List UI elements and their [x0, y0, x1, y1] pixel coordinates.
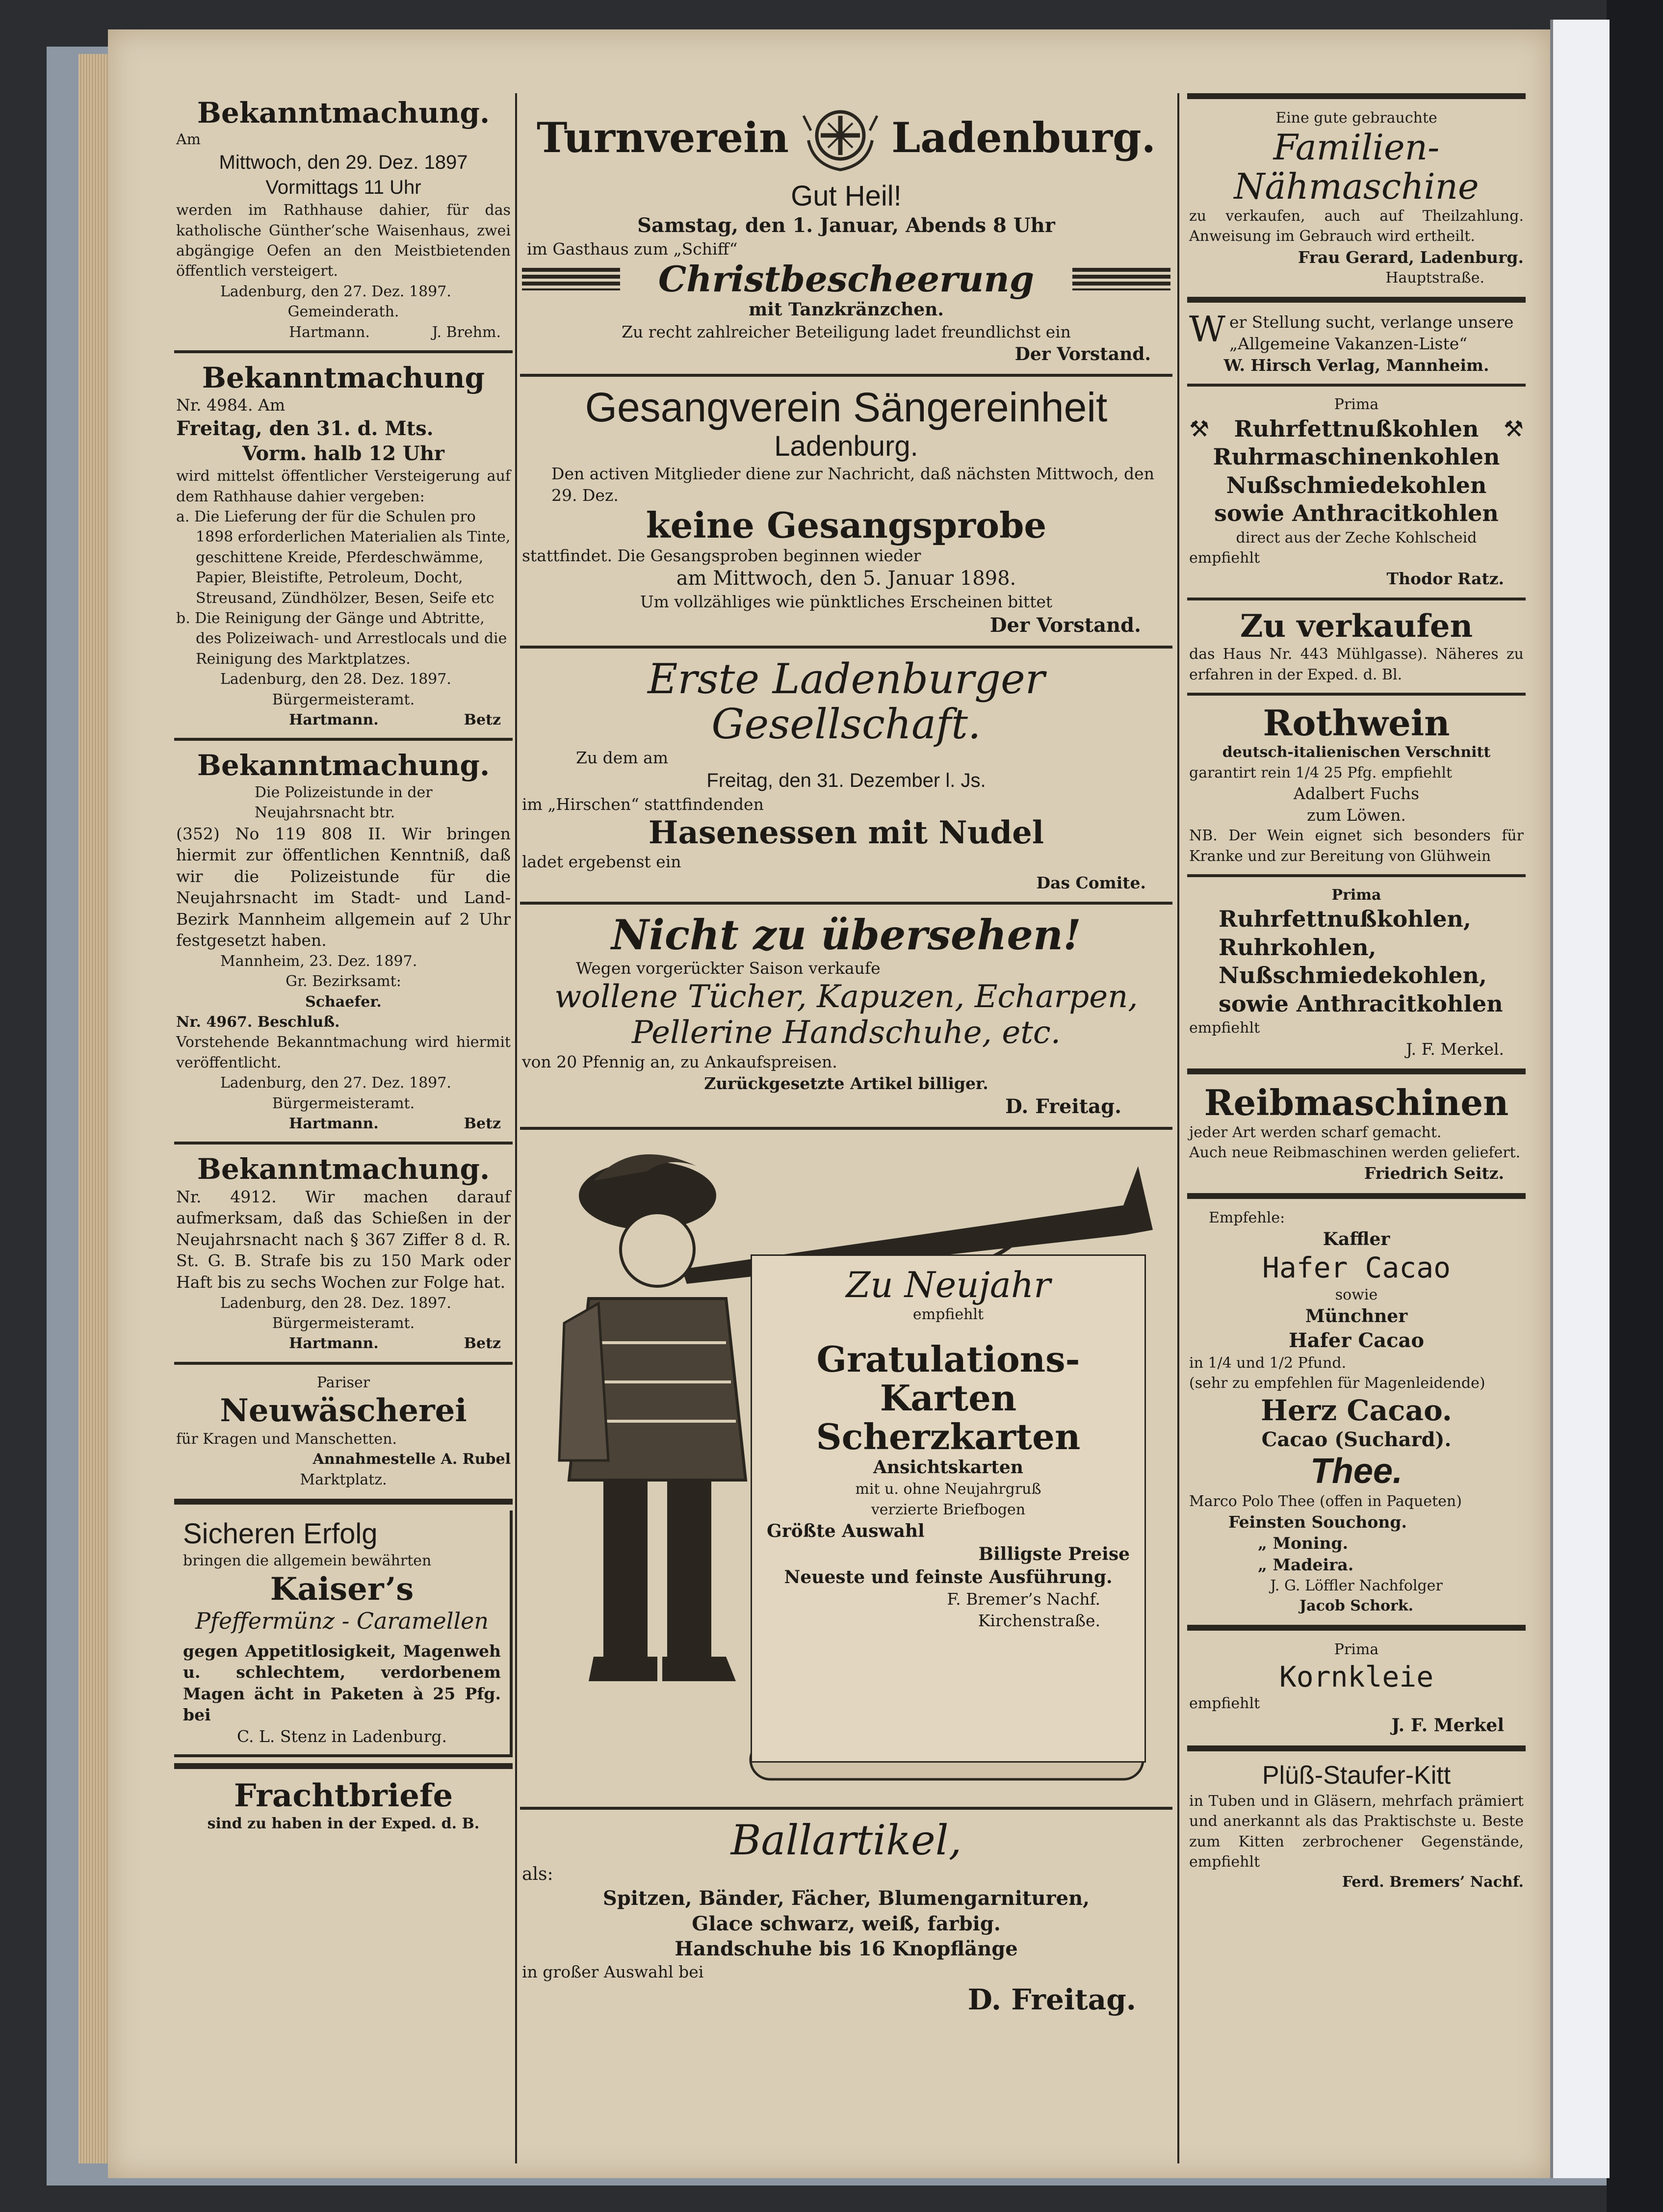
ad-signature: Hartmann. — [289, 711, 379, 729]
ad-body: zu verkaufen, auch auf Theilzahlung. Anweisung im Gebrauch wird ertheilt. — [1189, 207, 1524, 245]
ad-kohlen-ratz — [1187, 391, 1526, 593]
ad-title: Reibmaschinen — [1204, 1082, 1509, 1124]
ad-text: Am — [176, 131, 201, 149]
ad-text: Marco Polo Thee (offen in Paqueten) — [1189, 1492, 1462, 1510]
ad-city: Ladenburg. — [774, 430, 918, 462]
ad-item: sowie Anthracitkohlen — [1214, 500, 1499, 527]
ad-title: Bekanntmachung. — [197, 96, 490, 130]
ad-title: Nähmaschine — [1234, 165, 1479, 207]
ad-signature: Betz — [464, 1335, 501, 1353]
ad-text: ladet ergebenst ein — [522, 852, 681, 871]
ad-bekanntmachung-oefen — [174, 93, 513, 345]
ad-item: Ruhrkohlen, — [1219, 934, 1377, 961]
ad-text: Am — [258, 395, 286, 415]
ad-place: Mannheim, 23. Dez. 1897. — [220, 952, 417, 970]
ad-signature: Der Vorstand. — [1014, 343, 1151, 364]
ad-text: direct aus der Zeche Kohlscheid — [1236, 529, 1477, 546]
ad-title: Kornkleie — [1279, 1660, 1434, 1693]
separator — [174, 1142, 513, 1145]
ad-kornkleie — [1187, 1637, 1526, 1740]
ad-items: Glace schwarz, weiß, farbig. — [692, 1912, 1001, 1935]
column-rule-left — [515, 93, 517, 2163]
ad-title: Zu verkaufen — [1240, 607, 1473, 645]
ad-note: NB. Der Wein eignet sich besonders für Kranke und zur Bereitung von Glühwein — [1189, 827, 1524, 865]
ad-text: in 1/4 und 1/2 Pfund. — [1189, 1354, 1347, 1372]
ad-signature: Hartmann. — [289, 323, 370, 341]
ad-event: Hasenessen mit Nudel — [648, 814, 1044, 852]
ad-erste-gesellschaft — [520, 653, 1172, 897]
ad-headline: keine Gesangsprobe — [646, 504, 1047, 546]
ad-item: Nußschmiedekohlen — [1226, 471, 1487, 498]
ad-items: Handschuhe bis 16 Knopflänge — [675, 1937, 1018, 1960]
ad-items: wollene Tücher, Kapuzen, Echarpen, — [554, 978, 1138, 1015]
separator — [1187, 874, 1526, 877]
ad-turnverein — [520, 93, 1172, 369]
ad-text: Annahmestelle A. Rubel — [312, 1451, 511, 1468]
ornament-bar — [522, 268, 620, 290]
ad-pre: Pariser — [316, 1374, 370, 1391]
ad-signature: W. Hirsch Verlag, Mannheim. — [1223, 355, 1489, 375]
ad-zu-verkaufen — [1187, 605, 1526, 688]
ad-kaisers-caramellen — [174, 1510, 513, 1757]
ad-signature: Betz — [464, 711, 501, 729]
ad-date: am Mittwoch, den 5. Januar 1898. — [676, 567, 1016, 590]
ad-street: Hauptstraße. — [1385, 269, 1484, 287]
ad-body: er Stellung sucht, verlange unsere „Allgemeine Vakanzen-Liste“ — [1229, 312, 1514, 354]
ad-text: empfiehlt — [1189, 1695, 1260, 1713]
ad-signature: zum Löwen. — [1307, 805, 1406, 825]
ad-signature: Hartmann. — [289, 1115, 379, 1132]
column-left — [174, 93, 513, 1837]
ad-body: stattfindet. Die Gesangsproben beginnen wieder — [522, 546, 921, 565]
ad-text: sind zu haben in der Exped. d. B. — [207, 1815, 480, 1833]
ad-street: Kirchenstraße. — [978, 1611, 1100, 1630]
ad-item: Ruhrfettnußkohlen, — [1219, 906, 1471, 933]
ad-body: in Tuben und in Gläsern, mehrfach prämiert und anerkannt als das Praktischste u. Beste zum Kitten zerbrochener Gegenstände, empfiehlt — [1189, 1792, 1524, 1871]
ad-item: Hafer Cacao — [1262, 1251, 1451, 1285]
ad-brand: Kaiser’s — [270, 1570, 414, 1608]
ad-time: Vorm. halb 12 Uhr — [242, 442, 444, 466]
separator — [1187, 1745, 1526, 1751]
ad-office: Bürgermeisteramt. — [272, 691, 415, 708]
ad-pre: Prima — [1331, 886, 1381, 904]
ad-office: Bürgermeisteramt. — [272, 1314, 415, 1332]
ad-signature: Betz — [464, 1115, 501, 1132]
ad-place: Ladenburg, den 28. Dez. 1897. — [220, 671, 451, 688]
ad-text: empfiehlt — [1189, 1019, 1260, 1037]
ad-event: Christbescheerung — [658, 258, 1035, 300]
ad-naehmaschine — [1187, 105, 1526, 291]
ad-item: Scherzkarten — [816, 1416, 1081, 1458]
separator — [520, 646, 1172, 649]
ad-items: Pellerine Handschuhe, etc. — [631, 1015, 1061, 1051]
ad-number: Nr. 4967. Beschluß. — [176, 1014, 340, 1031]
ad-sub: mit Tanzkränzchen. — [749, 299, 944, 320]
separator — [1187, 1625, 1526, 1631]
ad-text: garantirt rein 1/4 25 Pfg. empfiehlt — [1189, 764, 1453, 781]
ad-kohlen-merkel — [1187, 882, 1526, 1063]
column-middle — [520, 93, 1172, 2019]
ad-title: Nicht zu übersehen! — [611, 910, 1081, 959]
separator — [174, 1499, 513, 1505]
ad-frachtbriefe — [174, 1775, 513, 1837]
ad-date: Mittwoch, den 29. Dez. 1897 — [219, 151, 468, 173]
ad-title: Ladenburg. — [891, 113, 1156, 162]
ad-body: werden im Rathhause dahier, für das katholische Günther’sche Waisenhaus, zwei abgängige Oefen an den Meistbietenden öffentlich versteigert. — [176, 202, 511, 280]
ad-signature: Friedrich Seitz. — [1364, 1164, 1504, 1183]
ad-pre: Empfehle: — [1209, 1209, 1285, 1226]
ad-signature: Frau Gerard, Ladenburg. — [1298, 247, 1524, 267]
ad-time: Vormittags 11 Uhr — [265, 177, 421, 199]
ad-body: Um vollzähliges wie pünktliches Erscheinen bittet — [640, 592, 1053, 612]
ad-signature: D. Freitag. — [1005, 1095, 1121, 1119]
ad-title: Plüß-Staufer-Kitt — [1262, 1761, 1451, 1790]
ad-text: Wegen vorgerückter Saison verkaufe — [576, 959, 881, 978]
ad-signature: Ferd. Bremers’ Nachf. — [1342, 1874, 1524, 1891]
column-rule-right — [1177, 93, 1179, 2163]
ad-title: Zu Neujahr — [846, 1264, 1051, 1306]
ad-date: Samstag, den 1. Januar, Abends 8 Uhr — [637, 214, 1055, 237]
ad-text: Zurückgesetzte Artikel billiger. — [704, 1073, 988, 1093]
separator — [520, 902, 1172, 905]
ad-polizeistunde — [174, 746, 513, 1137]
ad-title: Rothwein — [1263, 702, 1450, 744]
ad-text: für Kragen und Manschetten. — [176, 1430, 397, 1448]
ad-place: Ladenburg, den 28. Dez. 1897. — [220, 1294, 451, 1312]
ad-schiessen — [174, 1149, 513, 1356]
ad-item: Ruhrmaschinenkohlen — [1213, 443, 1500, 470]
ad-signature: Das Comite. — [1036, 873, 1146, 893]
ad-body: gegen Appetitlosigkeit, Magenweh u. schlechtem, verdorbenem Magen ächt in Paketen à 25 Pfg. bei — [183, 1641, 501, 1725]
ad-greeting: Gut Heil! — [791, 180, 902, 212]
ad-text: jeder Art werden scharf gemacht. — [1189, 1123, 1442, 1141]
ad-item: Billigste Preise — [978, 1543, 1130, 1564]
ad-title: Neuwäscherei — [220, 1392, 467, 1430]
ad-rothwein — [1187, 701, 1526, 869]
ad-item: Größte Auswahl — [767, 1520, 925, 1541]
ad-nicht-zu-uebersehen — [520, 910, 1172, 1122]
ad-title: Bekanntmachung. — [197, 749, 490, 782]
ad-item: mit u. ohne Neujahrgruß — [855, 1481, 1041, 1498]
ad-text: in großer Auswahl bei — [522, 1962, 704, 1981]
ad-signature: Thodor Ratz. — [1386, 569, 1504, 589]
ad-item: Nußschmiedekohlen, — [1219, 962, 1487, 989]
ad-date: Freitag, den 31. d. Mts. — [176, 416, 434, 440]
ad-items: Spitzen, Bänder, Fächer, Blumengarnituren, — [602, 1887, 1090, 1910]
page-right-edge — [1550, 20, 1610, 2178]
ad-item: „ Moning. — [1258, 1534, 1349, 1553]
separator — [1187, 384, 1526, 387]
ad-text: Auch neue Reibmaschinen werden geliefert. — [1189, 1144, 1521, 1161]
ad-date: Freitag, den 31. Dezember l. Js. — [706, 770, 986, 792]
ad-seller: C. L. Stenz in Ladenburg. — [236, 1727, 447, 1746]
ad-signature: Adalbert Fuchs — [1293, 784, 1420, 804]
ad-text: im „Hirschen“ stattfindenden — [522, 794, 764, 814]
separator — [1187, 297, 1526, 303]
ad-title: Frachtbriefe — [234, 1777, 453, 1814]
ad-item: Neueste und feinste Ausführung. — [784, 1566, 1113, 1587]
ad-signature: Der Vorstand. — [989, 613, 1141, 637]
ad-neuwaescherei — [174, 1370, 513, 1493]
ad-item: Kaffler — [1323, 1229, 1390, 1250]
newspaper-page — [108, 29, 1550, 2178]
announcement-scroll — [751, 1254, 1146, 1763]
ad-body: Nr. 4912. Wir machen darauf aufmerksam, daß das Schießen in der Neujahrsnacht nach § 367 Ziffer 8 d. R. St. G. B. Strafe bis zu 150 Mark oder Haft bis zu sechs Wochen zur Folge hat. — [176, 1187, 511, 1292]
ad-product: Pfeffermünz - Caramellen — [195, 1608, 489, 1635]
ad-signature: J. G. Löffler Nachfolger — [1270, 1577, 1443, 1594]
separator — [520, 1127, 1172, 1130]
ad-title: Familien- — [1273, 127, 1440, 168]
separator — [174, 738, 513, 741]
ad-body: wird mittelst öffentlicher Versteigerung auf dem Rathhause dahier vergeben: — [176, 468, 511, 505]
separator — [520, 1807, 1172, 1810]
ad-item: Hafer Cacao — [1288, 1328, 1425, 1352]
ad-item: verzierte Briefbogen — [871, 1501, 1026, 1518]
ad-text: sowie — [1335, 1286, 1378, 1303]
ad-gesangverein — [520, 382, 1172, 641]
ad-title: Turnverein — [537, 113, 789, 162]
ad-signature: D. Freitag. — [967, 1982, 1136, 2016]
ad-text: Marktplatz. — [300, 1471, 387, 1488]
ad-title: Gesangverein Sängereinheit — [585, 384, 1108, 430]
separator — [1187, 1068, 1526, 1074]
ad-text: (sehr zu empfehlen für Magenleidende) — [1189, 1375, 1485, 1392]
ad-bekanntmachung-lieferung — [174, 358, 513, 733]
ad-title: Bekanntmachung — [202, 361, 485, 394]
ad-title: Sicheren Erfolg — [183, 1517, 378, 1550]
separator — [1187, 693, 1526, 696]
ad-zu-neujahr — [520, 1137, 1172, 1800]
hammer-icon: ⚒ — [1503, 415, 1524, 442]
ad-text: deutsch-italienischen Verschnitt — [1222, 744, 1491, 761]
ad-body: Den activen Mitglieder diene zur Nachricht, daß nächsten Mittwoch, den 29. Dez. — [551, 464, 1154, 505]
ad-number: Nr. 4984. — [176, 395, 253, 415]
hammer-icon: ⚒ — [1189, 415, 1210, 442]
ad-signature: J. F. Merkel — [1391, 1715, 1504, 1736]
ad-ballartikel — [520, 1815, 1172, 2019]
separator — [1187, 93, 1526, 99]
separator — [520, 374, 1172, 377]
ad-text: als: — [522, 1864, 553, 1884]
ad-vakanzen-liste — [1187, 309, 1526, 379]
turnverein-emblem-icon — [799, 96, 882, 180]
ad-item: Münchner — [1305, 1305, 1408, 1327]
ad-body: Vorstehende Bekanntmachung wird hiermit veröffentlicht. — [176, 1034, 511, 1071]
ad-title: Ballartikel, — [730, 1816, 962, 1865]
ad-text: von 20 Pfennig an, zu Ankaufspreisen. — [522, 1052, 837, 1071]
ad-initial: W — [1189, 309, 1226, 350]
ornament-bar — [1072, 268, 1170, 290]
ad-text: Zu recht zahlreicher Beteiligung ladet freundlichst ein — [622, 322, 1071, 342]
ad-office: Gr. Bezirksamt: — [286, 973, 401, 990]
ad-item: „ Madeira. — [1258, 1555, 1354, 1574]
ad-seller: F. Bremer’s Nachf. — [947, 1589, 1100, 1609]
ad-item: Ruhrfettnußkohlen — [1234, 415, 1479, 442]
ad-title: Erste Ladenburger Gesellschaft. — [648, 655, 1045, 749]
ad-office: Gemeinderath. — [287, 303, 399, 321]
column-right — [1187, 93, 1526, 1896]
ad-item: a. Die Lieferung der für die Schulen pro 1898 erforderlichen Materialien als Tinte, geschittene Kreide, Pferdeschwämme, Papier, Bleistifte, Petroleum, Docht, Streusand, Zündhölzer, Besen, Seife etc — [176, 508, 511, 607]
ad-cacao-thee — [1187, 1205, 1526, 1619]
ad-sub: empfiehlt — [912, 1306, 984, 1324]
separator — [174, 1362, 513, 1365]
separator — [174, 1763, 513, 1769]
ad-signature: Hartmann. — [289, 1335, 379, 1353]
ad-text: bringen die allgemein bewährten — [183, 1552, 432, 1570]
ad-pre: Prima — [1334, 396, 1379, 414]
separator — [1187, 1193, 1526, 1199]
ad-signature: Jacob Schork. — [1299, 1597, 1414, 1614]
ad-item: b. Die Reinigung der Gänge und Abtritte, des Polizeiwach- und Arrestlocals und die Reinigung des Marktplatzes. — [176, 610, 507, 668]
ad-kitt — [1187, 1757, 1526, 1895]
ad-item: Thee. — [1310, 1452, 1403, 1491]
book-spine — [1607, 0, 1663, 2212]
ad-item: Gratulations-Karten — [816, 1338, 1080, 1419]
separator — [174, 350, 513, 353]
ad-text: empfiehlt — [1189, 549, 1260, 567]
ad-item: Ansichtskarten — [873, 1457, 1023, 1478]
ad-place: Ladenburg, den 27. Dez. 1897. — [220, 1074, 451, 1092]
ad-body: das Haus Nr. 443 Mühlgasse). Näheres zu erfahren in der Exped. d. Bl. — [1189, 646, 1524, 683]
ad-item: Herz Cacao. — [1261, 1393, 1452, 1427]
ad-place: im Gasthaus zum „Schiff“ — [527, 239, 738, 259]
ad-title: Bekanntmachung. — [197, 1152, 490, 1186]
ad-intro: Die Polizeistunde in der Neujahrsnacht btr. — [255, 783, 433, 822]
ad-pre: Prima — [1334, 1641, 1379, 1659]
ad-body: (352) No 119 808 II. Wir bringen hiermit zur öffentlichen Kenntniß, daß wir die Polizeistunde für die Neujahrsnacht im Stadt- und Land-Bezirk Mannheim allgemein auf 2 Uhr festgesetzt haben. — [176, 824, 511, 950]
ad-signature: J. F. Merkel. — [1405, 1039, 1504, 1059]
ad-item: sowie Anthracitkohlen — [1219, 990, 1503, 1017]
separator — [1187, 598, 1526, 600]
ad-reibmaschinen — [1187, 1080, 1526, 1187]
ad-pre: Eine gute gebrauchte — [1275, 109, 1437, 127]
ad-item: Cacao (Suchard). — [1261, 1428, 1452, 1452]
ad-office: Bürgermeisteramt. — [272, 1094, 415, 1112]
ad-signature: Schaefer. — [305, 993, 382, 1011]
ad-signature: J. Brehm. — [432, 323, 501, 341]
ad-item: Feinsten Souchong. — [1228, 1512, 1407, 1532]
ad-text: Zu dem am — [576, 748, 669, 767]
ad-place: Ladenburg, den 27. Dez. 1897. — [220, 283, 451, 300]
